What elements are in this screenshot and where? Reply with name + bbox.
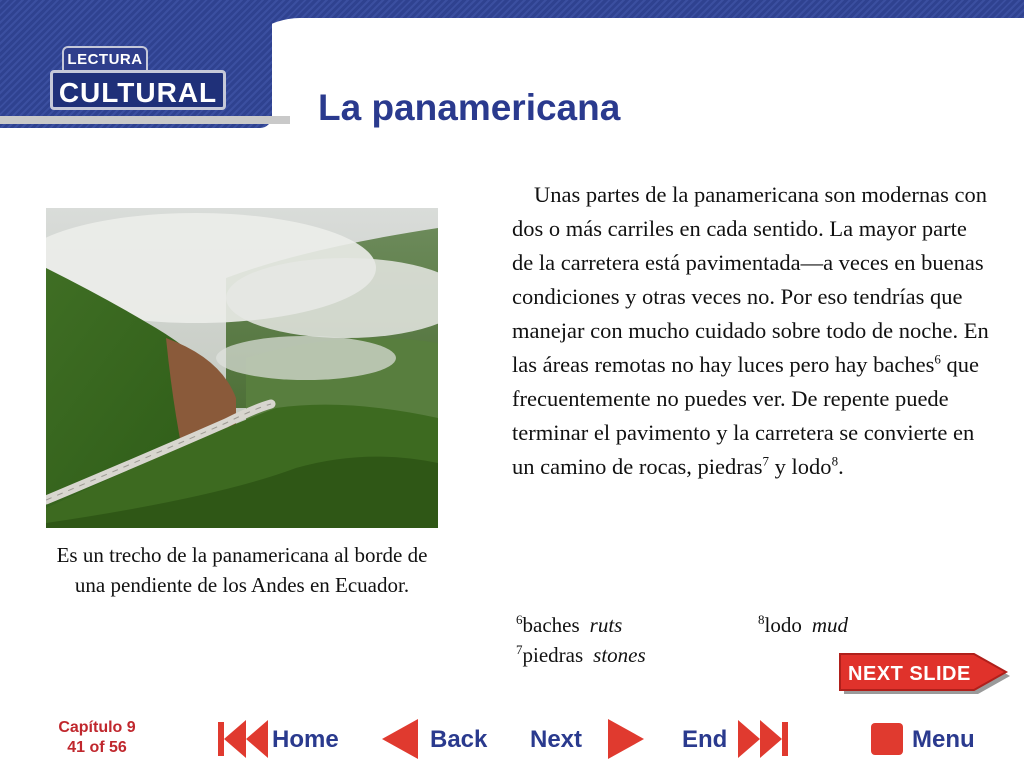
glossary-number: 8 [758,612,765,627]
paragraph-text-4: . [838,454,844,479]
footnote-ref-7: 7 [762,453,770,469]
glossary-word: lodo [764,613,802,637]
double-left-arrow-icon [216,716,272,762]
square-icon [868,716,908,762]
cultural-badge: CULTURAL [50,70,226,110]
header-curve [240,18,1024,88]
glossary-number: 7 [516,642,523,657]
glossary-meaning: stones [593,643,646,667]
chapter-indicator [44,718,150,758]
glossary-meaning: ruts [589,613,623,637]
right-arrow-icon [604,716,648,762]
home-button[interactable] [216,716,356,762]
glossary-word: baches [522,613,580,637]
back-button[interactable] [378,716,498,762]
back-label: Back [430,726,488,753]
paragraph-text-1: Unas partes de la panamericana son modernas con dos o más carriles en cada sentido. La mayor parte de la carretera está pavimentada—a veces en buenas condiciones y otras veces no. Por eso tendrías que manejar con mucho cuidado sobre todo de noche. En las áreas remotas no hay luces pero hay baches [512,182,989,377]
glossary-item-piedras [516,640,646,670]
left-arrow-icon [378,716,422,762]
lectura-badge: LECTURA [62,46,148,72]
slide-header [0,0,1024,140]
reading-paragraph [512,178,992,484]
chapter-label: Capítulo 9 [58,719,136,736]
next-button[interactable] [530,716,650,762]
glossary-item-baches [516,610,622,640]
next-label: Next [530,726,583,753]
andes-road-photo [46,208,438,528]
menu-button[interactable] [868,716,992,762]
footnote-ref-6: 6 [934,351,941,367]
next-slide-button[interactable] [838,652,1010,696]
double-right-arrow-icon [734,716,790,762]
paragraph-text-2: que frecuentemente no puedes ver. De repente puede terminar el pavimento y la carretera se convierte en un camino de rocas, piedras [512,352,979,479]
home-label: Home [272,726,339,753]
glossary-meaning: mud [811,613,849,637]
menu-label: Menu [912,726,975,753]
next-slide-label: NEXT SLIDE [848,663,971,685]
end-button[interactable] [682,716,792,762]
header-underline [0,116,290,124]
photo-caption: Es un trecho de la panamericana al borde de una pendiente de los Andes en Ecuador. [56,543,428,597]
glossary-word: piedras [522,643,584,667]
page-title: La panamericana [318,87,621,128]
end-label: End [682,726,728,753]
glossary-item-lodo [758,610,848,640]
paragraph-text-3: y lodo [769,454,832,479]
glossary-number: 6 [516,612,523,627]
footnote-ref-8: 8 [831,453,839,469]
page-counter: 41 of 56 [67,739,127,756]
